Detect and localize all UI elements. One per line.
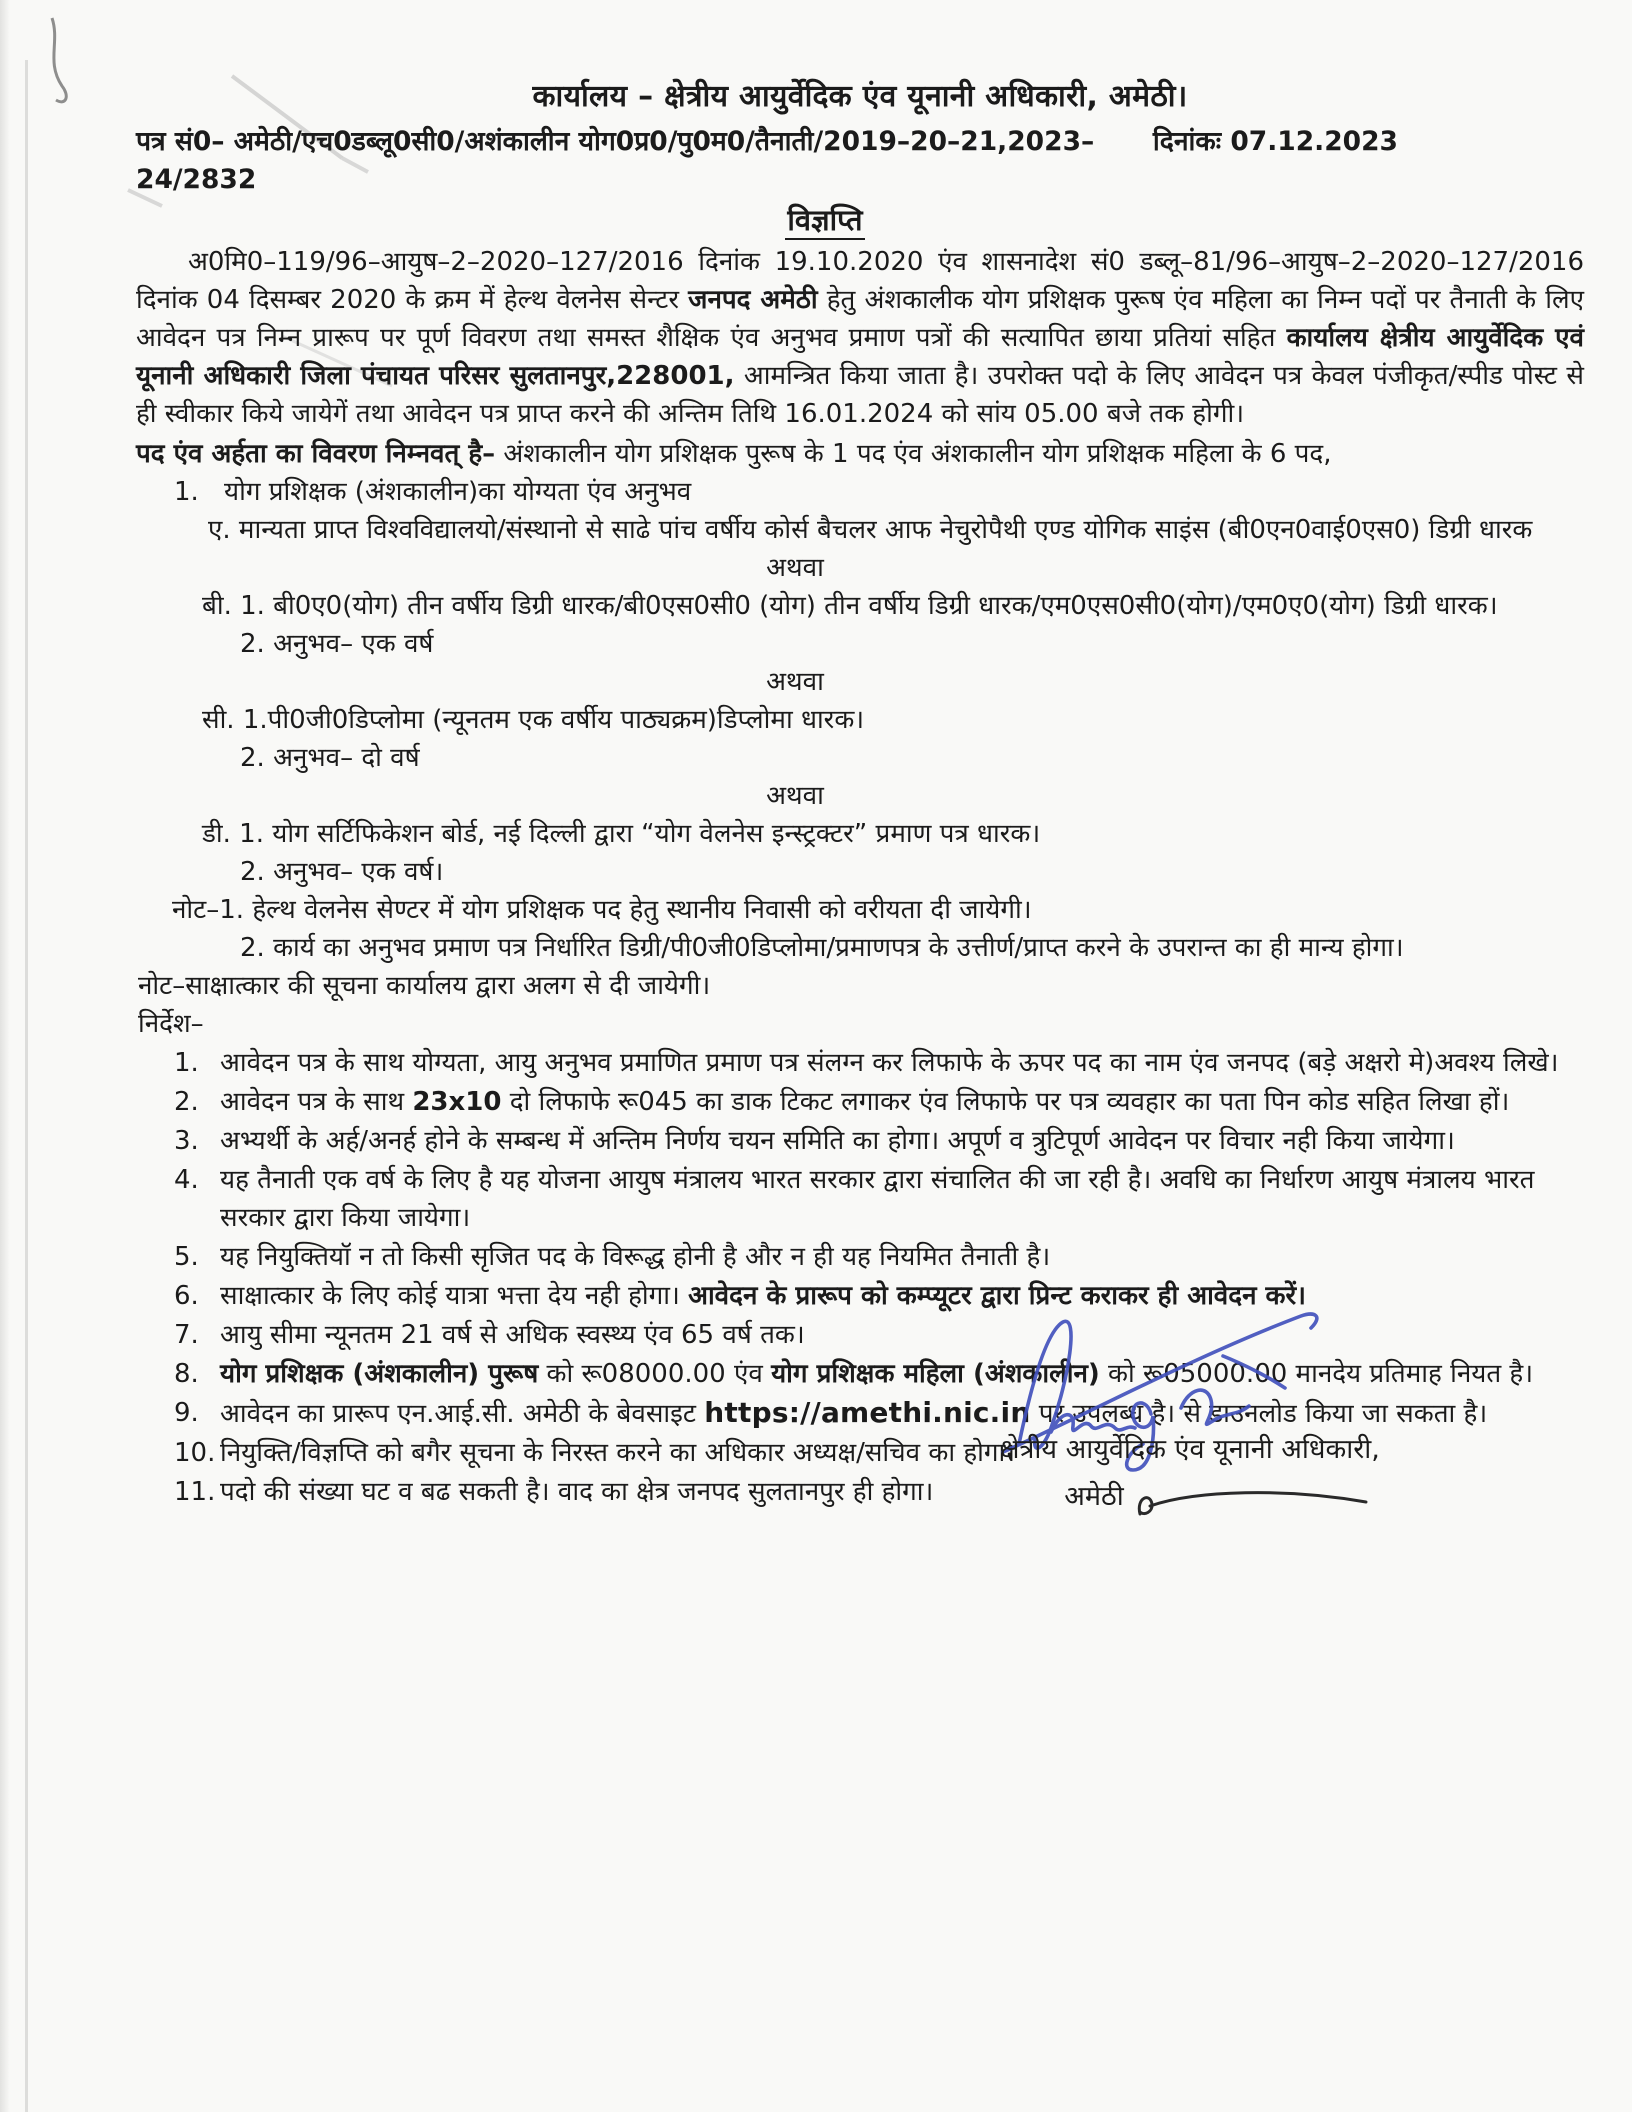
qualification-note-1: नोट–1. हेल्थ वेलनेस सेण्टर में योग प्रशिक्षक पद हेतु स्थानीय निवासी को वरीयता दी जायेगी। xyxy=(172,895,1032,925)
instruction-item xyxy=(136,1083,1584,1121)
instruction-item xyxy=(136,1122,1584,1160)
instruction-number: 3. xyxy=(174,1126,199,1156)
or-separator: अथवा xyxy=(766,553,824,583)
qualification-option-d-certificate: डी. 1. योग सर्टिफिकेशन बोर्ड, नई दिल्ली द्वारा “योग वेलनेस इन्स्ट्रक्टर” प्रमाण पत्र धारक। xyxy=(202,819,1041,849)
instruction-run: को रू08000.00 एंव xyxy=(538,1359,772,1389)
instruction-run: आवेदन का प्रारूप एन.आई.सी. अमेठी के बेवसाइट xyxy=(220,1399,705,1429)
instruction-run: दो लिफाफे रू045 का डाक टिकट लगाकर एंव लिफाफे पर पत्र व्यवहार का पता पिन कोड सहित लिखा हों। xyxy=(501,1087,1510,1117)
instruction-run: अभ्यर्थी के अर्ह/अनर्ह होने के सम्बन्ध में अन्तिम निर्णय चयन समिति का होगा। अपूर्ण व त्रुटिपूर्ण आवेदन पर विचार नही किया जायेगा। xyxy=(220,1126,1455,1156)
instruction-run-bold: आवेदन के प्रारूप को कम्प्यूटर द्वारा प्रिन्ट कराकर ही आवेदन करें। xyxy=(688,1281,1307,1311)
qualification-number: 1. xyxy=(174,477,199,507)
instruction-text xyxy=(220,1161,1584,1237)
instruction-number: 11. xyxy=(174,1477,216,1507)
instruction-run: पर उपलब्ध है। से डाउनलोड किया जा सकता है। xyxy=(1030,1399,1488,1429)
instruction-text xyxy=(220,1122,1584,1160)
instruction-run-bold: योग प्रशिक्षक (अंशकालीन) पुरूष xyxy=(220,1359,539,1389)
pen-flourish xyxy=(1126,1484,1376,1524)
instruction-run: पदो की संख्या घट व बढ सकती है। वाद का क्षेत्र जनपद सुलतानपुर ही होगा। xyxy=(220,1477,934,1507)
qualification-option-a: ए. मान्यता प्राप्त विश्वविद्यालयो/संस्थानो से साढे पांच वर्षीय कोर्स बैचलर आफ नेचुरोपैथी एण्ड योगिक साइंस (बी0एन0वाई0एस0) डिग्री धारक xyxy=(208,515,1533,545)
intro-paragraph xyxy=(136,243,1584,433)
qualification-option-c-experience: 2. अनुभव– दो वर्ष xyxy=(240,743,420,773)
instruction-run: को रू05000.00 मानदेय प्रतिमाह नियत है। xyxy=(1099,1359,1534,1389)
notice-heading-wrap xyxy=(136,201,1514,241)
qualification-option-c-diploma: सी. 1.पी0जी0डिप्लोमा (न्यूनतम एक वर्षीय पाठ्यक्रम)डिप्लोमा धारक। xyxy=(202,705,865,735)
intro-run-bold: कार्यालय क्षेत्रीय आयुर्वेदिक एवं यूनानी अधिकारी जिला पंचायत परिसर सुलतानपुर,228001, xyxy=(136,323,1584,391)
instruction-item xyxy=(136,1161,1584,1237)
instruction-number: 4. xyxy=(174,1165,199,1195)
qualification-section xyxy=(136,473,1584,967)
instruction-run: आवेदन पत्र के साथ योग्यता, आयु अनुभव प्रमाणित प्रमाण पत्र संलग्न कर लिफाफे के ऊपर पद का नाम एंव जनपद (बड़े अक्षरो मे)अवश्य लिखे। xyxy=(220,1048,1559,1078)
qualification-option-b-degree: बी. 1. बी0ए0(योग) तीन वर्षीय डिग्री धारक/बी0एस0सी0 (योग) तीन वर्षीय डिग्री धारक/एम0एस0सी0(योग)/एम0ए0(योग) डिग्री धारक। xyxy=(202,591,1498,621)
instruction-number: 10. xyxy=(174,1438,216,1468)
intro-run-bold: जनपद अमेठी xyxy=(688,285,818,315)
instruction-run: आयु सीमा न्यूनतम 21 वर्ष से अधिक स्वस्थ्य एंव 65 वर्ष तक। xyxy=(220,1320,805,1350)
signatory-designation: क्षेत्रीय आयुर्वेदिक एंव यूनानी अधिकारी, xyxy=(1000,1434,1380,1465)
letter-number: पत्र सं0– अमेठी/एच0डब्लू0सी0/अशंकालीन योग0प्र0/पु0म0/तैनाती/2019–20–21,2023–24/2832 xyxy=(136,126,1095,195)
instruction-number: 1. xyxy=(174,1048,199,1078)
posts-summary-line xyxy=(136,435,1584,473)
instruction-run: यह तैनाती एक वर्ष के लिए है यह योजना आयुष मंत्रालय भारत सरकार द्वारा संचालित की जा रही है। अवधि का निर्धारण आयुष मंत्रालय भारत सरकार द्वारा किया जायेगा। xyxy=(220,1165,1535,1233)
qualification-option-b-experience: 2. अनुभव– एक वर्ष xyxy=(240,629,434,659)
instruction-run: आवेदन पत्र के साथ xyxy=(220,1087,413,1117)
instruction-run: साक्षात्कार के लिए कोई यात्रा भत्ता देय नही होगा। xyxy=(220,1281,689,1311)
instruction-text xyxy=(220,1083,1584,1121)
instruction-run: यह नियुक्तियॉ न तो किसी सृजित पद के विरूद्ध होनी है और न ही यह नियमित तैनाती है। xyxy=(220,1242,1051,1272)
instruction-text xyxy=(220,1238,1584,1276)
interview-note: नोट–साक्षात्कार की सूचना कार्यालय द्वारा अलग से दी जायेगी। xyxy=(138,971,711,1001)
or-separator: अथवा xyxy=(766,781,824,811)
intro-run: अ0मि0–119/96–आयुष–2–2020–127/2016 दिनांक 19.10.2020 एंव शासनादेश सं0 डब्लू–81/96–आयुष–2–2020–127/2016 दिनांक 04 दिसम्बर 2020 के क्रम में हेल्थ वेलनेस सेन्टर xyxy=(136,247,1584,315)
qualification-title-row xyxy=(136,473,1584,511)
reference-row xyxy=(136,123,1584,199)
posts-line-text: अंशकालीन योग प्रशिक्षक पुरूष के 1 पद एंव अंशकालीन योग प्रशिक्षक महिला के 6 पद, xyxy=(495,439,1332,469)
instruction-number: 7. xyxy=(174,1320,199,1350)
notice-heading: विज्ञप्ति xyxy=(785,203,864,240)
instruction-number: 9. xyxy=(174,1398,199,1428)
signatory-place-row xyxy=(960,1470,1480,1524)
instruction-run-bold: 23x10 xyxy=(412,1087,502,1117)
qualification-title: योग प्रशिक्षक (अंशकालीन)का योग्यता एंव अनुभव xyxy=(224,477,692,507)
qualification-note-2: 2. कार्य का अनुभव प्रमाण पत्र निर्धारित डिग्री/पी0जी0डिप्लोमा/प्रमाणपत्र के उत्तीर्ण/प्राप्त करने के उपरान्त का ही मान्य होगा। xyxy=(240,933,1404,963)
instruction-run: नियुक्ति/विज्ञप्ति को बगैर सूचना के निरस्त करने का अधिकार अध्यक्ष/सचिव का होगा। xyxy=(220,1438,1016,1468)
instruction-item xyxy=(136,1238,1584,1276)
signature-block xyxy=(930,1430,1450,1524)
instruction-number: 8. xyxy=(174,1359,199,1389)
posts-line-bold: पद एंव अर्हता का विवरण निम्नवत् है– xyxy=(136,439,496,469)
intro-run: हेतु अंशकालीक योग प्रशिक्षक पुरूष एंव महिला का निम्न पदों पर तैनाती के लिए आवेदन पत्र निम्न प्रारूप पर पूर्ण विवरण तथा समस्त शैक्षिक एंव अनुभव प्रमाण पत्रों की सत्यापित छाया प्रतियां सहित xyxy=(136,285,1584,353)
signatory-place: अमेठी xyxy=(1064,1481,1124,1512)
qualification-option-d-experience: 2. अनुभव– एक वर्ष। xyxy=(240,857,444,887)
instruction-number: 2. xyxy=(174,1087,199,1117)
instruction-item xyxy=(136,1044,1584,1082)
instructions-heading: निर्देश– xyxy=(138,1009,204,1039)
intro-run: आमन्त्रित किया जाता है। उपरोक्त पदो के लिए आवेदन पत्र केवल पंजीकृत/स्पीड पोस्ट से ही स्वीकार किये जायेगें तथा आवेदन पत्र प्राप्त करने की अन्तिम तिथि 16.01.2024 को सांय 05.00 बजे तक होगी। xyxy=(136,361,1584,429)
office-title: कार्यालय – क्षेत्रीय आयुर्वेदिक एंव यूनानी अधिकारी, अमेठी। xyxy=(532,79,1188,114)
instruction-number: 6. xyxy=(174,1281,199,1311)
instruction-run-bold: योग प्रशिक्षक महिला (अंशकालीन) xyxy=(771,1359,1100,1389)
instruction-number: 5. xyxy=(174,1242,199,1272)
issue-date: दिनांकः 07.12.2023 xyxy=(1152,126,1398,157)
instruction-text xyxy=(220,1044,1584,1082)
website-url: https://amethi.nic.in xyxy=(704,1396,1031,1429)
or-separator: अथवा xyxy=(766,667,824,697)
